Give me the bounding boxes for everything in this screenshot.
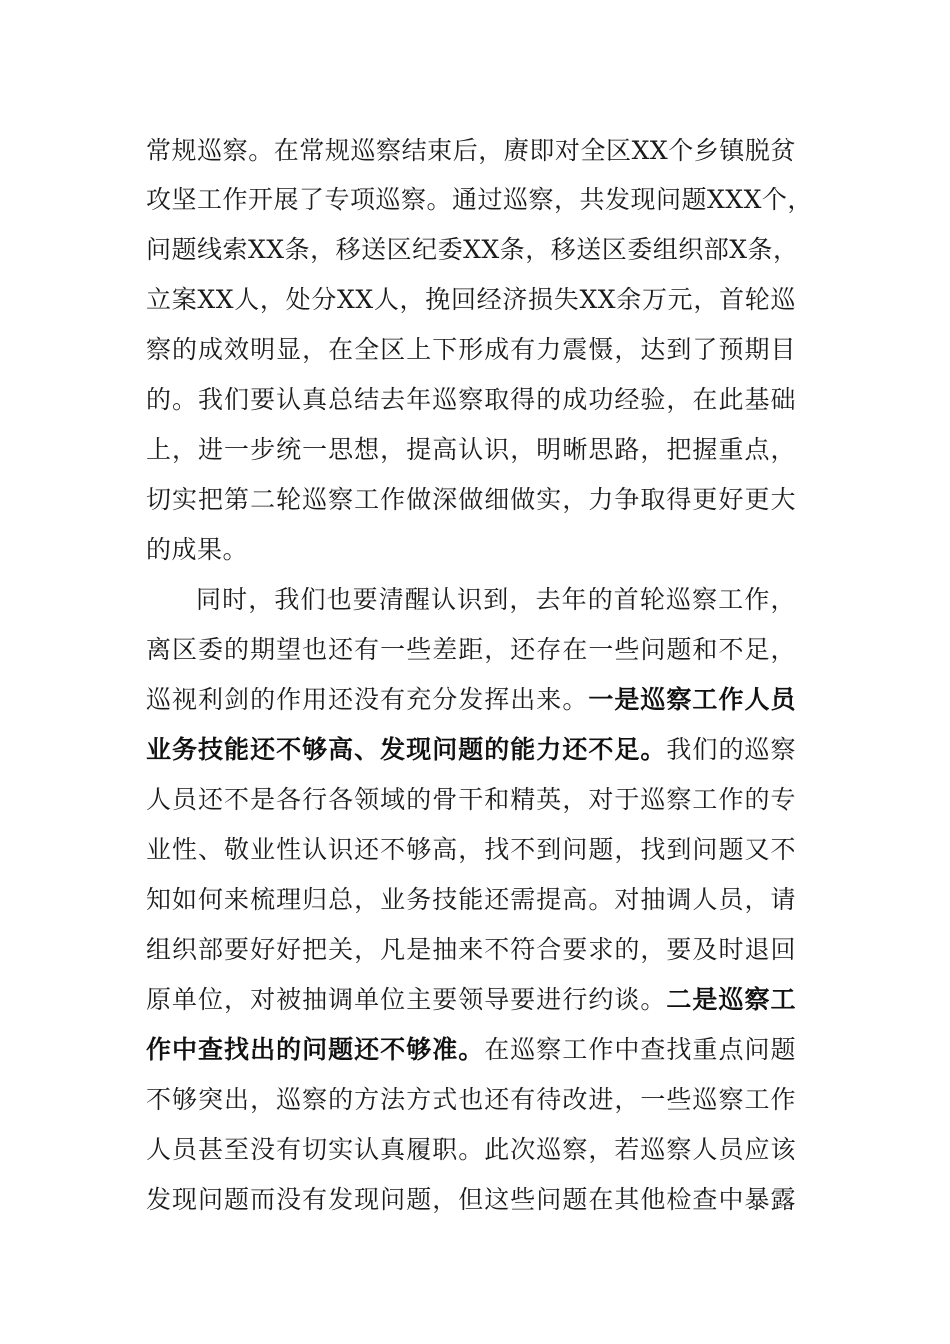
paragraph-2-line-4 [146, 730, 796, 770]
bold-text-run: 一是巡察工作人员 [588, 685, 796, 714]
paragraph-2-line-1 [196, 580, 796, 620]
text-run: 原单位，对被抽调单位主要领导要进行约谈。 [146, 985, 667, 1014]
text-run: 发现问题而没有发现问题，但这些问题在其他检查中暴露 [146, 1185, 796, 1214]
paragraph-1-line-6 [146, 380, 796, 420]
text-run: 知如何来梳理归总，业务技能还需提高。对抽调人员，请 [146, 885, 796, 914]
text-run: 组织部要好好把关，凡是抽来不符合要求的，要及时退回 [146, 935, 796, 964]
paragraph-1-line-9 [146, 530, 796, 570]
paragraph-1-line-4 [146, 280, 796, 320]
paragraph-2-line-3 [146, 680, 796, 720]
paragraph-2-line-8 [146, 930, 796, 970]
paragraph-1-line-7 [146, 430, 796, 470]
text-run: 攻坚工作开展了专项巡察。通过巡察，共发现问题XXX个， [146, 185, 813, 214]
paragraph-1-line-1 [146, 131, 796, 171]
text-run: 上，进一步统一思想，提高认识，明晰思路，把握重点， [146, 435, 796, 464]
text-run: 业性、敬业性认识还不够高，找不到问题，找到问题又不 [146, 835, 796, 864]
paragraph-2-line-5 [146, 780, 796, 820]
text-run: 察的成效明显，在全区上下形成有力震慑，达到了预期目 [146, 335, 796, 364]
text-run: 立案XX人，处分XX人，挽回经济损失XX余万元，首轮巡 [146, 285, 796, 314]
text-run: 我们的巡察 [666, 735, 796, 764]
paragraph-2-line-13 [146, 1180, 796, 1220]
text-run: 在巡察工作中查找重点问题 [484, 1035, 796, 1064]
paragraph-1-line-3 [146, 230, 799, 270]
text-run: 切实把第二轮巡察工作做深做细做实，力争取得更好更大 [146, 485, 796, 514]
paragraph-1-line-5 [146, 330, 796, 370]
paragraph-1-line-2 [146, 180, 813, 220]
bold-text-run: 业务技能还不够高、发现问题的能力还不足。 [146, 735, 667, 764]
paragraph-2-line-9 [146, 980, 796, 1020]
paragraph-2-line-7 [146, 880, 796, 920]
bold-text-run: 二是巡察工 [666, 985, 796, 1014]
text-run: 的。我们要认真总结去年巡察取得的成功经验，在此基础 [146, 385, 796, 414]
text-run: 同时，我们也要清醒认识到，去年的首轮巡察工作， [196, 585, 796, 614]
bold-text-run: 作中查找出的问题还不够准。 [146, 1035, 485, 1064]
paragraph-2-line-10 [146, 1030, 796, 1070]
text-run: 人员甚至没有切实认真履职。此次巡察，若巡察人员应该 [146, 1135, 796, 1164]
text-run: 常规巡察。在常规巡察结束后，赓即对全区XX个乡镇脱贫 [146, 136, 796, 165]
text-run: 不够突出，巡察的方法方式也还有待改进，一些巡察工作 [146, 1085, 796, 1114]
text-run: 问题线索XX条，移送区纪委XX条，移送区委组织部X条， [146, 235, 799, 264]
paragraph-2-line-11 [146, 1080, 796, 1120]
paragraph-2-line-12 [146, 1130, 796, 1170]
text-run: 的成果。 [146, 535, 249, 564]
text-run: 离区委的期望也还有一些差距，还存在一些问题和不足， [146, 635, 796, 664]
text-run: 人员还不是各行各领域的骨干和精英，对于巡察工作的专 [146, 785, 796, 814]
text-run: 巡视利剑的作用还没有充分发挥出来。 [146, 685, 589, 714]
paragraph-2-line-2 [146, 630, 796, 670]
paragraph-2-line-6 [146, 830, 796, 870]
paragraph-1-line-8 [146, 480, 796, 520]
